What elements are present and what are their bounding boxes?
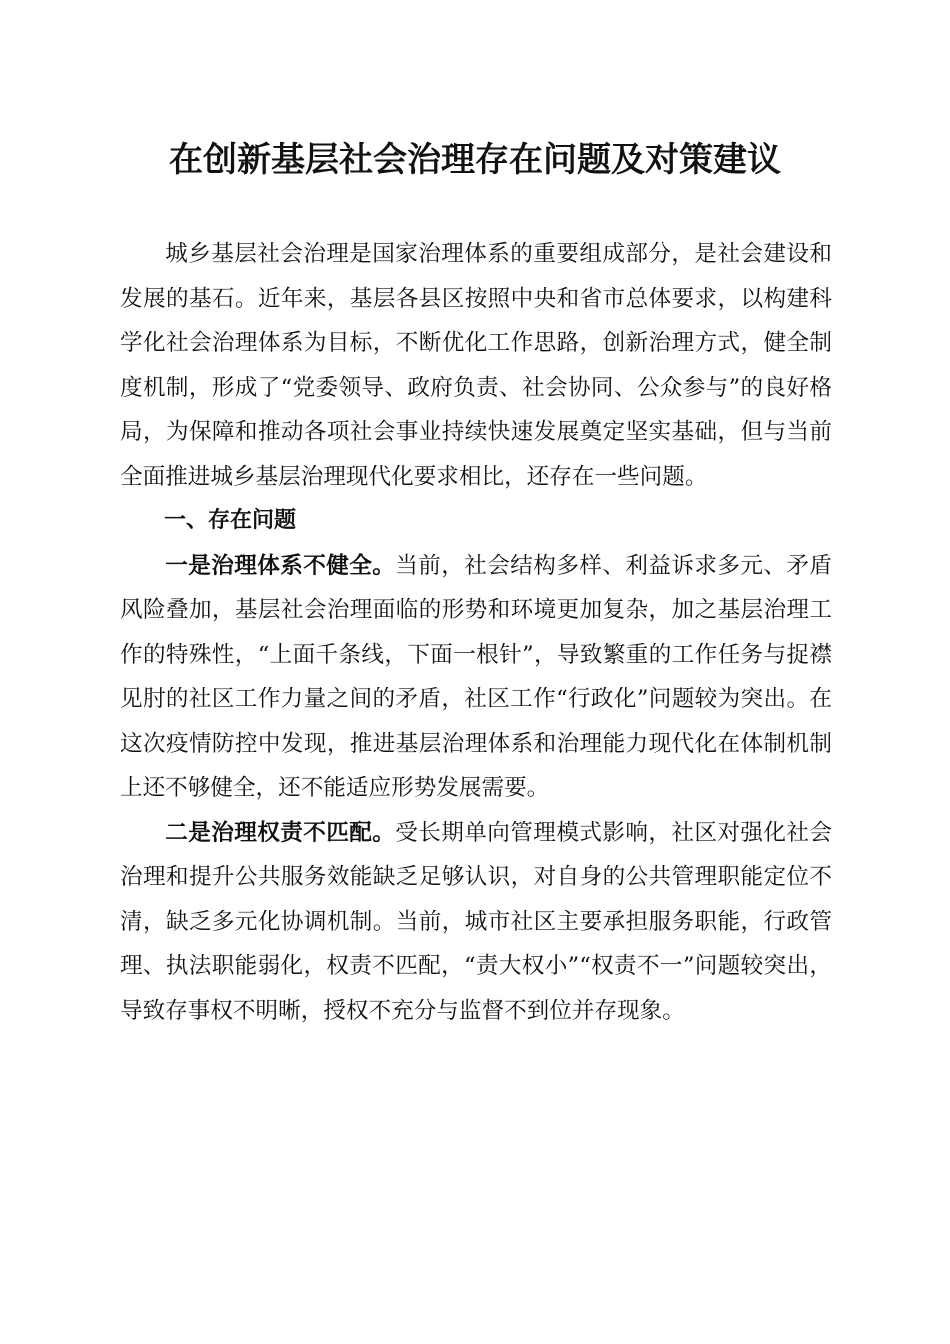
document-body: [120, 232, 832, 1033]
problem-lead-1: 一是治理体系不健全。: [165, 552, 396, 579]
intro-paragraph: 城乡基层社会治理是国家治理体系的重要组成部分，是社会建设和发展的基石。近年来，基层各县区按照中央和省市总体要求，以构建科学化社会治理体系为目标，不断优化工作思路，创新治理方式，健全制度机制，形成了“党委领导、政府负责、社会协同、公众参与”的良好格局，为保障和推动各项社会事业持续快速发展奠定坚实基础，但与当前全面推进城乡基层治理现代化要求相比，还存在一些问题。: [120, 241, 832, 490]
section-heading-problems: 一、存在问题: [164, 508, 297, 533]
problem-paragraph-1: [120, 544, 832, 811]
problem-paragraph-2: [120, 811, 832, 1034]
document-title: 在创新基层社会治理存在问题及对策建议: [169, 140, 781, 180]
problem-text-2: 受长期单向管理模式影响，社区对强化社会治理和提升公共服务效能缺乏足够认识，对自身的公共管理职能定位不清，缺乏多元化协调机制。当前，城市社区主要承担服务职能，行政管理、执法职能弱化，权责不匹配，“责大权小”“权责不一”问题较突出，导致存事权不明晰，授权不充分与监督不到位并存现象。: [120, 819, 832, 1024]
problem-lead-2: 二是治理权责不匹配。: [165, 819, 396, 846]
problem-text-1: 当前，社会结构多样、利益诉求多元、矛盾风险叠加，基层社会治理面临的形势和环境更加复杂，加之基层治理工作的特殊性，“上面千条线，下面一根针”，导致繁重的工作任务与捉襟见肘的社区工作力量之间的矛盾，社区工作“行政化”问题较为突出。在这次疫情防控中发现，推进基层治理体系和治理能力现代化在体制机制上还不够健全，还不能适应形势发展需要。: [120, 552, 832, 801]
